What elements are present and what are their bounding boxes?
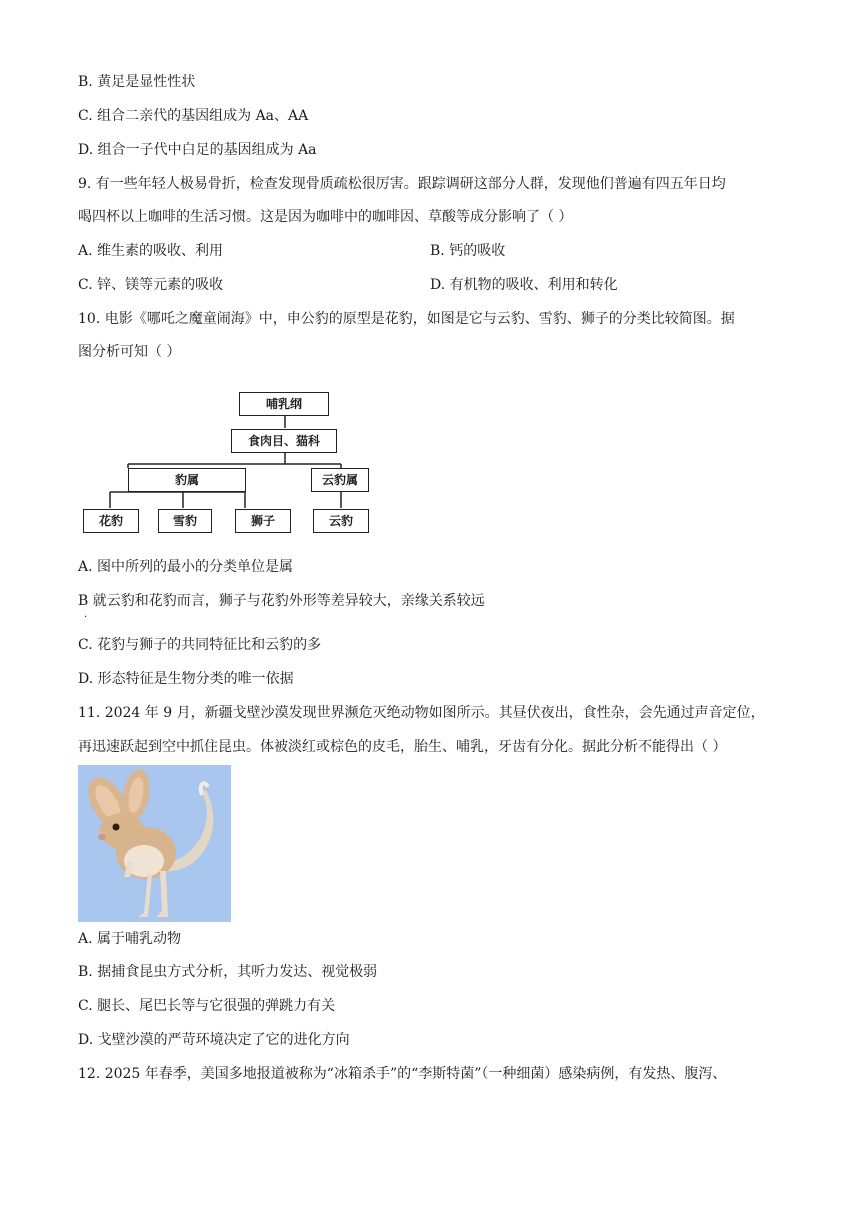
- q11-stem-line-1: 11. 2024 年 9 月，新疆戈壁沙漠发现世界濒危灭绝动物如图所示。其昼伏夜出，食性杂，会先通过声音定位，: [78, 705, 765, 721]
- q10-option-c: C. 花豹与狮子的共同特征比和云豹的多: [78, 637, 322, 653]
- q9-option-a: A. 维生素的吸收、利用: [78, 243, 224, 259]
- taxonomy-diagram: [78, 378, 378, 538]
- q9-option-c: C. 锌、镁等元素的吸收: [78, 277, 224, 293]
- q9-stem-line-1: 9. 有一些年轻人极易骨折，检查发现骨质疏松很厉害。跟踪调研这部分人群，发现他们普遍有四五年日均: [78, 176, 726, 192]
- q10-option-a: A. 图中所列的最小的分类单位是属: [78, 559, 294, 575]
- jerboa-illustration: [78, 765, 231, 922]
- q11-option-a: A. 属于哺乳动物: [78, 931, 182, 947]
- species-snow-leopard-box: 雪豹: [158, 509, 212, 533]
- q8-option-d: D. 组合一子代中白足的基因组成为 Aa: [78, 142, 317, 158]
- stray-dot: ·: [84, 612, 88, 623]
- genus-panthera-box: 豹属: [128, 468, 246, 492]
- q8-option-b: B. 黄足是显性性状: [78, 74, 196, 90]
- q12-stem-line-1: 12. 2025 年春季，美国多地报道被称为“冰箱杀手”的“李斯特菌”（一种细菌）感染病例，有发热、腹泻、: [78, 1066, 727, 1082]
- q9-stem-line-2: 喝四杯以上咖啡的生活习惯。这是因为咖啡中的咖啡因、草酸等成分影响了（ ）: [78, 209, 573, 225]
- q9-option-b: B. 钙的吸收: [430, 243, 506, 259]
- q10-option-d: D. 形态特征是生物分类的唯一依据: [78, 671, 294, 687]
- q11-stem-line-2: 再迅速跃起到空中抓住昆虫。体被淡红或棕色的皮毛，胎生、哺乳，牙齿有分化。据此分析不能得出（ ）: [78, 739, 727, 755]
- q10-stem-line-1: 10. 电影《哪吒之魔童闹海》中，申公豹的原型是花豹，如图是它与云豹、雪豹、狮子的分类比较简图。据: [78, 311, 735, 327]
- q10-option-b: B 就云豹和花豹而言，狮子与花豹外形等差异较大，亲缘关系较远: [78, 593, 485, 609]
- class-box: 哺乳纲: [239, 392, 329, 416]
- jerboa-image: [78, 765, 231, 922]
- species-clouded-leopard-box: 云豹: [313, 509, 369, 533]
- q9-option-d: D. 有机物的吸收、利用和转化: [430, 277, 618, 293]
- q11-option-b: B. 据捕食昆虫方式分析，其听力发达、视觉极弱: [78, 964, 378, 980]
- q10-stem-line-2: 图分析可知（ ）: [78, 344, 181, 360]
- genus-neofelis-box: 云豹属: [311, 468, 369, 492]
- species-leopard-box: 花豹: [83, 509, 139, 533]
- q8-option-c: C. 组合二亲代的基因组成为 Aa、AA: [78, 108, 309, 124]
- species-lion-box: 狮子: [235, 509, 291, 533]
- q11-option-d: D. 戈壁沙漠的严苛环境决定了它的进化方向: [78, 1032, 350, 1048]
- q11-option-c: C. 腿长、尾巴长等与它很强的弹跳力有关: [78, 998, 336, 1014]
- order-family-box: 食肉目、猫科: [231, 429, 337, 453]
